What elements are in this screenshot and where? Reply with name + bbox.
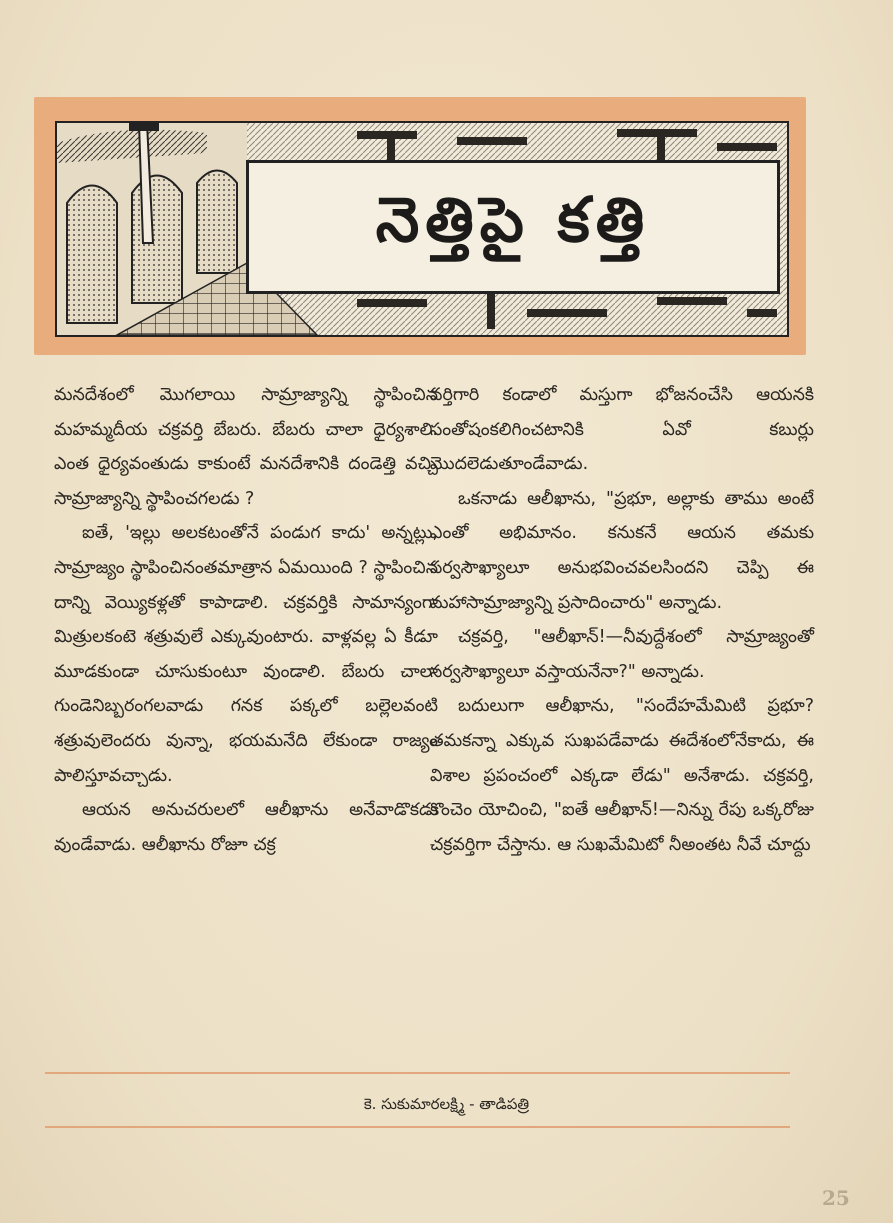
paragraph: ఆయన అనుచరులలో ఆలీఖాను అనేవాడొకడు వుండేవాడు. ఆలీఖాను రోజూ చక్ర [54, 800, 438, 855]
paragraph: ఐతే, 'ఇల్లు అలకటంతోనే పండుగ కాదు' అన్నట్లు, సామ్రాజ్యం స్థాపించినంతమాత్రాన ఏమయింది ? స్థాపించిన దాన్ని వెయ్యికళ్లతో కాపాడాలి. చక్రవర్తికి సామాన్యంగా మిత్రులకంటె శత్రువులే ఎక్కువుంటారు. వాళ్లవల్ల ఏ కీడూ మూడకుండా చూసుకుంటూ వుండాలి. బేబరు చాలా గుండెనిబ్బరంగలవాడు గనక పక్కలో బల్లెలవంటి శత్రువులెందరు వున్నా, భయమనేది లేకుండా రాజ్యం పాలిస్తూవచ్చాడు. [54, 523, 438, 786]
divider-bottom [45, 1126, 790, 1128]
author-byline: కె. సుకుమారలక్ష్మి - తాడిపత్రి [363, 1095, 530, 1113]
paragraph: బదులుగా ఆలీఖాను, "సందేహమేమిటి ప్రభూ? తమకన్నా ఎక్కువ సుఖపడేవాడు ఈదేశంలోనేకాదు, ఈ విశాల ప్రపంచంలో ఎక్కడా లేడు" అనేశాడు. చక్రవర్తి, కొంచెం యోచించి, "ఐతే ఆలీఖాన్!—నిన్ను రేపు ఒక్కరోజు చక్రవర్తిగా చేస్తాను. ఆ సుఖమేమిటో నీఅంతట నీవే చూద్దు [430, 696, 814, 855]
paragraph: ఒకనాడు ఆలీఖాను, "ప్రభూ, అల్లాకు తాము అంటే ఎంతో అభిమానం. కనుకనే ఆయన తమకు సర్వసౌఖ్యాలూ అనుభవించవలసిందని చెప్పి ఈ మహాసామ్రాజ్యాన్ని ప్రసాదించారు" అన్నాడు. [430, 488, 814, 613]
paragraph: చక్రవర్తి, "ఆలీఖాన్!—నీవుద్దేశంలో సామ్రాజ్యంతో సర్వసౌఖ్యాలూ వస్తాయనేనా?" అన్నాడు. [430, 627, 814, 682]
divider-top [45, 1072, 790, 1074]
paragraph: వర్తిగారి కండాలో మస్తుగా భోజనంచేసి ఆయనకి సంతోషంకలిగించటానికి ఏవో కబుర్లు మొదలెడుతూండేవాడు. [430, 385, 814, 475]
text-column-left [54, 378, 438, 862]
story-title: నెత్తిపై కత్తి [375, 183, 651, 256]
page-number: 25 [822, 1186, 850, 1210]
text-column-right [430, 378, 814, 862]
title-panel [246, 160, 780, 294]
paragraph: మనదేశంలో మొగలాయి సామ్రాజ్యాన్ని స్థాపించిన మహమ్మదీయ చక్రవర్తి బేబరు. బేబరు చాలా ధైర్యశాలి. ఎంత ధైర్యవంతుడు కాకుంటే మనదేశానికి దండెత్తి వచ్చి సామ్రాజ్యాన్ని స్థాపించగలడు ? [54, 385, 438, 509]
